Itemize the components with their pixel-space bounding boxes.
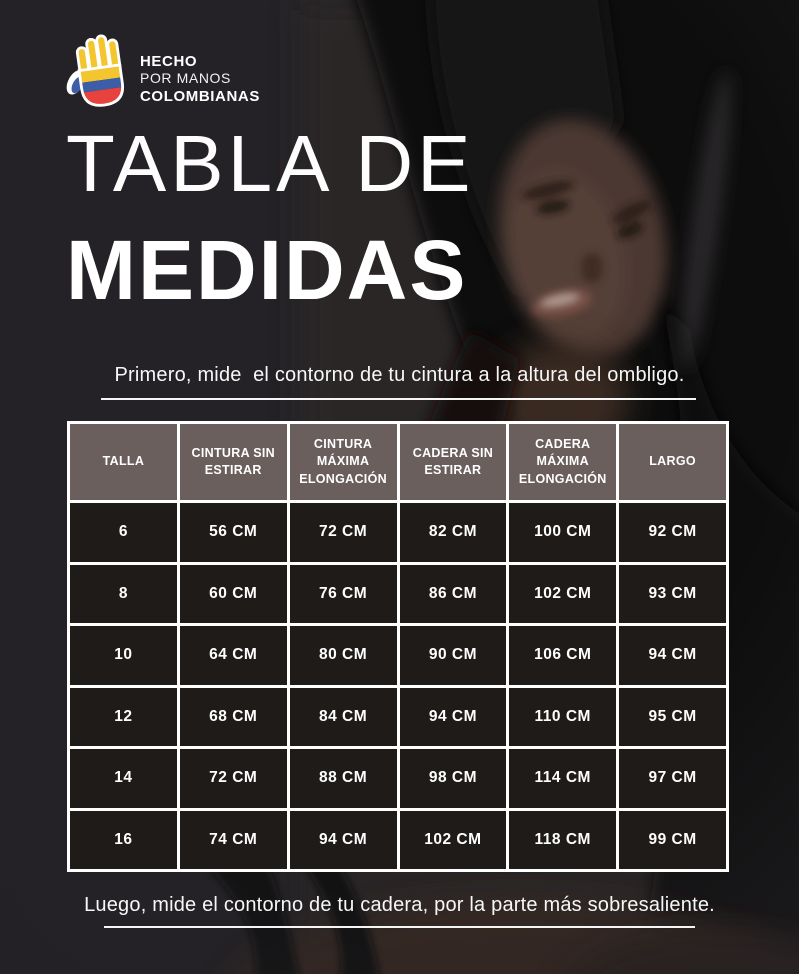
measure-cell: 114 CM: [509, 749, 616, 808]
measure-cell: 60 CM: [180, 565, 287, 624]
measure-cell: 97 CM: [619, 749, 726, 808]
measure-cell: 80 CM: [290, 626, 397, 685]
column-header: CADERA MÁXIMA ELONGACIÓN: [509, 424, 616, 500]
logo-line-por-manos: POR MANOS: [140, 70, 231, 87]
brand-logo-text: [140, 39, 260, 106]
measure-cell: 72 CM: [180, 749, 287, 808]
measure-cell: 94 CM: [619, 626, 726, 685]
size-cell: 6: [70, 503, 177, 562]
size-cell: 8: [70, 565, 177, 624]
measure-cell: 110 CM: [509, 688, 616, 747]
brand-logo: [64, 33, 260, 111]
measure-cell: 102 CM: [509, 565, 616, 624]
measure-cell: 56 CM: [180, 503, 287, 562]
measure-cell: 68 CM: [180, 688, 287, 747]
instruction-waist-underline: [101, 398, 696, 400]
column-header: LARGO: [619, 424, 726, 500]
measure-cell: 86 CM: [400, 565, 507, 624]
instruction-hip-underline: [104, 926, 695, 928]
measure-cell: 102 CM: [400, 811, 507, 870]
measure-cell: 118 CM: [509, 811, 616, 870]
measure-cell: 99 CM: [619, 811, 726, 870]
measure-cell: 95 CM: [619, 688, 726, 747]
measure-cell: 84 CM: [290, 688, 397, 747]
measure-cell: 88 CM: [290, 749, 397, 808]
logo-line-hecho: HECHO: [140, 52, 198, 70]
measure-cell: 100 CM: [509, 503, 616, 562]
page-title: [66, 119, 475, 317]
column-header: CADERA SIN ESTIRAR: [400, 424, 507, 500]
instruction-waist: Primero, mide el contorno de tu cintura a la altura del ombligo.: [114, 364, 685, 386]
measure-cell: 94 CM: [400, 688, 507, 747]
measure-cell: 64 CM: [180, 626, 287, 685]
column-header: CINTURA SIN ESTIRAR: [180, 424, 287, 500]
measure-cell: 82 CM: [400, 503, 507, 562]
column-header: CINTURA MÁXIMA ELONGACIÓN: [290, 424, 397, 500]
measure-cell: 93 CM: [619, 565, 726, 624]
measure-cell: 106 CM: [509, 626, 616, 685]
instruction-hip: Luego, mide el contorno de tu cadera, por la parte más sobresaliente.: [84, 894, 715, 916]
measure-cell: 72 CM: [290, 503, 397, 562]
size-cell: 12: [70, 688, 177, 747]
size-table: [67, 421, 729, 872]
size-cell: 10: [70, 626, 177, 685]
measure-cell: 74 CM: [180, 811, 287, 870]
size-cell: 14: [70, 749, 177, 808]
size-cell: 16: [70, 811, 177, 870]
measure-cell: 98 CM: [400, 749, 507, 808]
measure-cell: 90 CM: [400, 626, 507, 685]
column-header: TALLA: [70, 424, 177, 500]
hand-flag-icon: [64, 33, 134, 111]
measure-cell: 76 CM: [290, 565, 397, 624]
measure-cell: 94 CM: [290, 811, 397, 870]
page-title-line1: TABLA DE: [66, 119, 475, 208]
measure-cell: 92 CM: [619, 503, 726, 562]
logo-line-colombianas: COLOMBIANAS: [140, 87, 260, 105]
page-title-line2: MEDIDAS: [66, 223, 468, 317]
